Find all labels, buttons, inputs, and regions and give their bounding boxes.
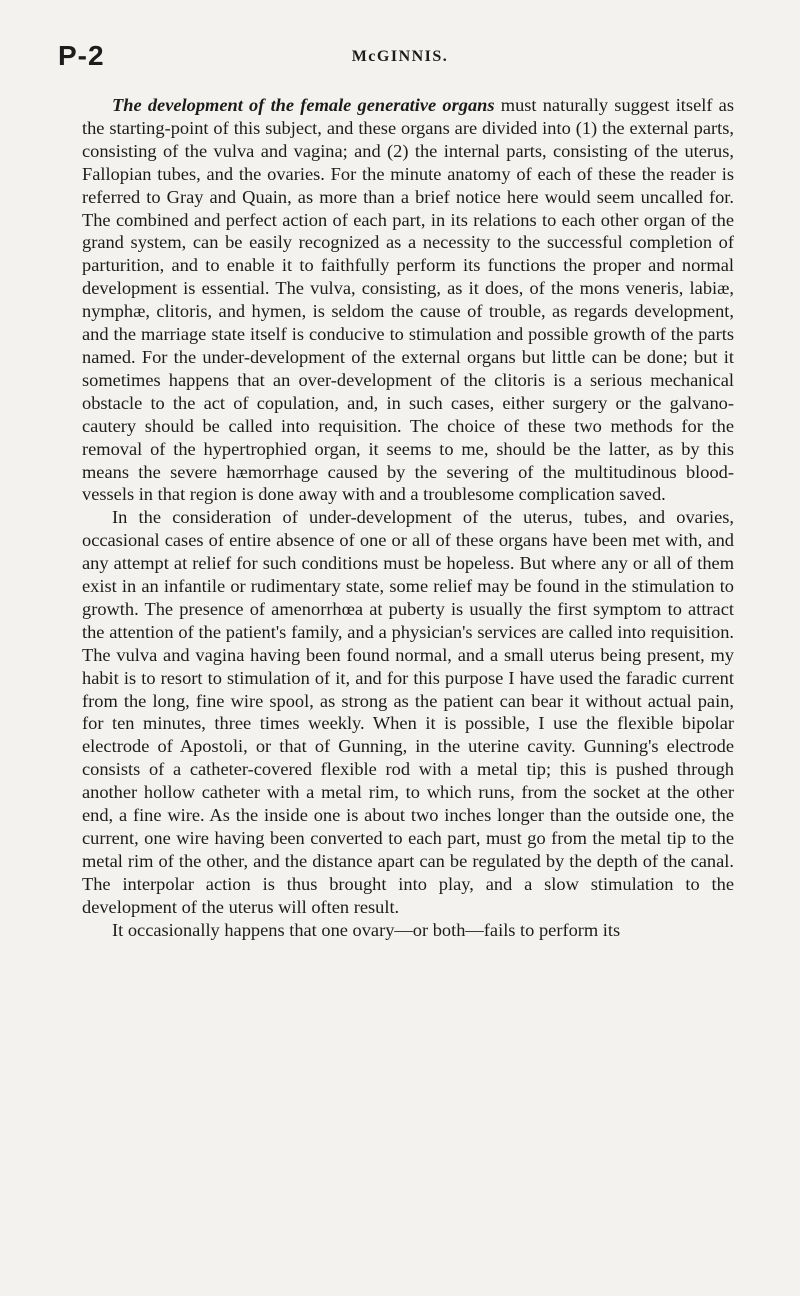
paragraph bbox=[82, 94, 734, 506]
page-header bbox=[58, 40, 742, 80]
page-number: P-2 bbox=[58, 40, 105, 71]
paragraph-text: It occasionally happens that one ovary—or both—fails to perform its bbox=[112, 919, 621, 940]
paragraph bbox=[82, 919, 734, 942]
body-text bbox=[82, 94, 734, 942]
running-title: McGINNIS. bbox=[351, 48, 449, 65]
emphasized-lead: The development of the female generative organs bbox=[112, 95, 495, 115]
paragraph-text: must naturally suggest itself as the starting-point of this subject, and these organs are divided into (1) the external parts, consisting of the vulva and vagina; and (2) the internal parts, consisting of the uterus, Fallopian tubes, and the ovaries. For the minute anatomy of each of these the reader is referred to Gray and Quain, as more than a brief notice here would seem uncalled for. The combined and perfect action of each part, in its relations to each other organ of the grand system, can be easily recognized as a necessity to the successful completion of parturition, and to enable it to faithfully perform its functions the proper and normal development is essential. The vulva, consisting, as it does, of the mons veneris, labiæ, nymphæ, clitoris, and hymen, is seldom the cause of trouble, as regards development, and the marriage state itself is conducive to stimulation and possible growth of the parts named. For the under-development of the external organs but little can be done; but it sometimes happens that an over-development of the clitoris is a serious mechanical obstacle to the act of copulation, and, in such cases, either surgery or the galvano-cautery should be called into requisition. The choice of these two methods for the removal of the hypertrophied organ, it seems to me, should be the latter, as by this means the severe hæmorrhage caused by the severing of the multitudinous blood-vessels in that region is done away with and a troublesome complication saved. bbox=[82, 95, 734, 505]
paragraph-text: In the consideration of under-development of the uterus, tubes, and ovaries, occasional cases of entire absence of one or all of these organs have been met with, and any attempt at relief for such conditions must be hopeless. But where any or all of them exist in an infantile or rudimentary state, some relief may be found in the stimulation to growth. The presence of amenorrhœa at puberty is usually the first symptom to attract the attention of the patient's family, and a physician's services are called into requisition. The vulva and vagina having been found normal, and a small uterus being present, my habit is to resort to stimulation of it, and for this purpose I have used the faradic current from the long, fine wire spool, as strong as the patient can bear it without actual pain, for ten minutes, three times weekly. When it is possible, I use the flexible bipolar electrode of Apostoli, or that of Gunning, in the uterine cavity. Gunning's electrode consists of a catheter-covered flexible rod with a metal tip; this is pushed through another hollow catheter with a metal rim, to which runs, from the socket at the other end, a fine wire. As the inside one is about two inches longer than the outside one, the current, one wire having been converted to each part, must go from the metal tip to the metal rim of the other, and the distance apart can be regulated by the depth of the canal. The interpolar action is thus brought into play, and a slow stimulation to the development of the uterus will often result. bbox=[82, 507, 734, 917]
paragraph bbox=[82, 506, 734, 918]
